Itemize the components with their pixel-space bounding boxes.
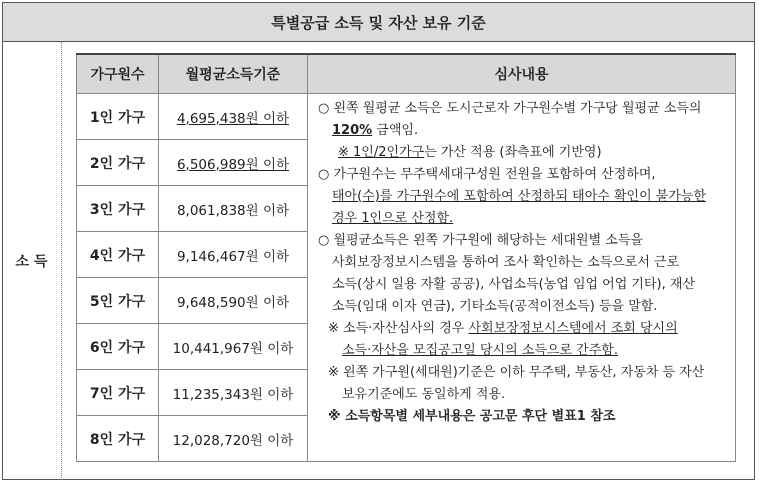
- household-cell: 2인 가구: [77, 140, 159, 186]
- income-cell: 9,146,467원 이하: [159, 232, 308, 278]
- household-cell: 8인 가구: [77, 416, 159, 462]
- review-text: 소득·자산을 모집공고일 당시의 소득으로 간주함.: [342, 343, 618, 358]
- review-content: [308, 94, 736, 462]
- review-text: 사회보장정보시스템에서 조회 당시의: [468, 321, 678, 336]
- header-household-count: 가구원수: [77, 54, 159, 94]
- household-cell: 3인 가구: [77, 186, 159, 232]
- section-label-income: 소 득: [2, 42, 62, 480]
- household-cell: 6인 가구: [77, 324, 159, 370]
- review-note-2: [328, 318, 729, 362]
- review-text: ※ 소득·자산심사의 경우: [328, 321, 469, 336]
- review-text: 사회보장정보시스템을 통하여 조사 확인하는 소득으로서 근로: [332, 255, 680, 270]
- table-header-row: [77, 54, 736, 94]
- review-text: 경우 1인으로 산정함.: [332, 211, 454, 226]
- review-note-emphasis: ※ 1인/2인가구: [338, 145, 425, 160]
- household-cell: 1인 가구: [77, 94, 159, 140]
- review-text: 금액임.: [372, 123, 419, 138]
- review-text: 소득(임대 이자 연금), 기타소득(공적이전소득) 등을 말함.: [332, 299, 658, 314]
- review-text: [318, 120, 729, 142]
- income-cell: 12,028,720원 이하: [159, 416, 308, 462]
- review-text: 는 가산 적용 (좌측표에 기반영): [424, 145, 602, 160]
- header-income-criteria: 월평균소득기준: [159, 54, 308, 94]
- income-cell: 8,061,838원 이하: [159, 186, 308, 232]
- review-note-4: ※ 소득항목별 세부내용은 공고문 후단 별표1 참조: [328, 409, 616, 424]
- household-cell: 4인 가구: [77, 232, 159, 278]
- income-value: 4,695,438원 이하: [176, 110, 290, 127]
- income-cell: [159, 94, 308, 140]
- household-cell: 5인 가구: [77, 278, 159, 324]
- review-note-1: [338, 142, 729, 164]
- income-criteria-table: [76, 53, 736, 462]
- page-title: 특별공급 소득 및 자산 보유 기준: [2, 2, 755, 42]
- review-text: ○ 왼쪽 월평균 소득은 도시근로자 가구원수별 가구당 월평균 소득의: [318, 101, 702, 116]
- review-text: 소득(상시 일용 자활 공공), 사업소득(농업 임업 어업 기타), 재산: [332, 277, 696, 292]
- review-text: 태아(수)를 가구원수에 포함하여 산정하되 태아수 확인이 불가능한: [332, 189, 707, 204]
- review-item-2: [318, 164, 729, 230]
- review-text-wrap: [318, 186, 729, 208]
- income-cell: 10,441,967원 이하: [159, 324, 308, 370]
- table-row: [77, 94, 736, 140]
- household-cell: 7인 가구: [77, 370, 159, 416]
- review-text: 보유기준에도 동일하게 적용.: [342, 387, 506, 402]
- income-cell: 9,648,590원 이하: [159, 278, 308, 324]
- review-text-wrap: [318, 208, 729, 230]
- review-text: ※ 왼쪽 가구원(세대원)기준은 이하 무주택, 부동산, 자동차 등 자산: [328, 365, 705, 380]
- review-item-3: [318, 230, 729, 318]
- review-emphasis: 120%: [332, 123, 373, 138]
- income-cell: 11,235,343원 이하: [159, 370, 308, 416]
- review-text: ○ 월평균소득은 왼쪽 가구원에 해당하는 세대원별 소득을: [318, 233, 643, 248]
- review-item-1: [318, 98, 729, 142]
- income-cell: [159, 140, 308, 186]
- income-value: 6,506,989원 이하: [176, 156, 290, 173]
- header-review: 심사내용: [308, 54, 736, 94]
- review-note-3: [328, 362, 729, 406]
- review-text: ○ 가구원수는 무주택세대구성원 전원을 포함하여 산정하며,: [318, 167, 656, 182]
